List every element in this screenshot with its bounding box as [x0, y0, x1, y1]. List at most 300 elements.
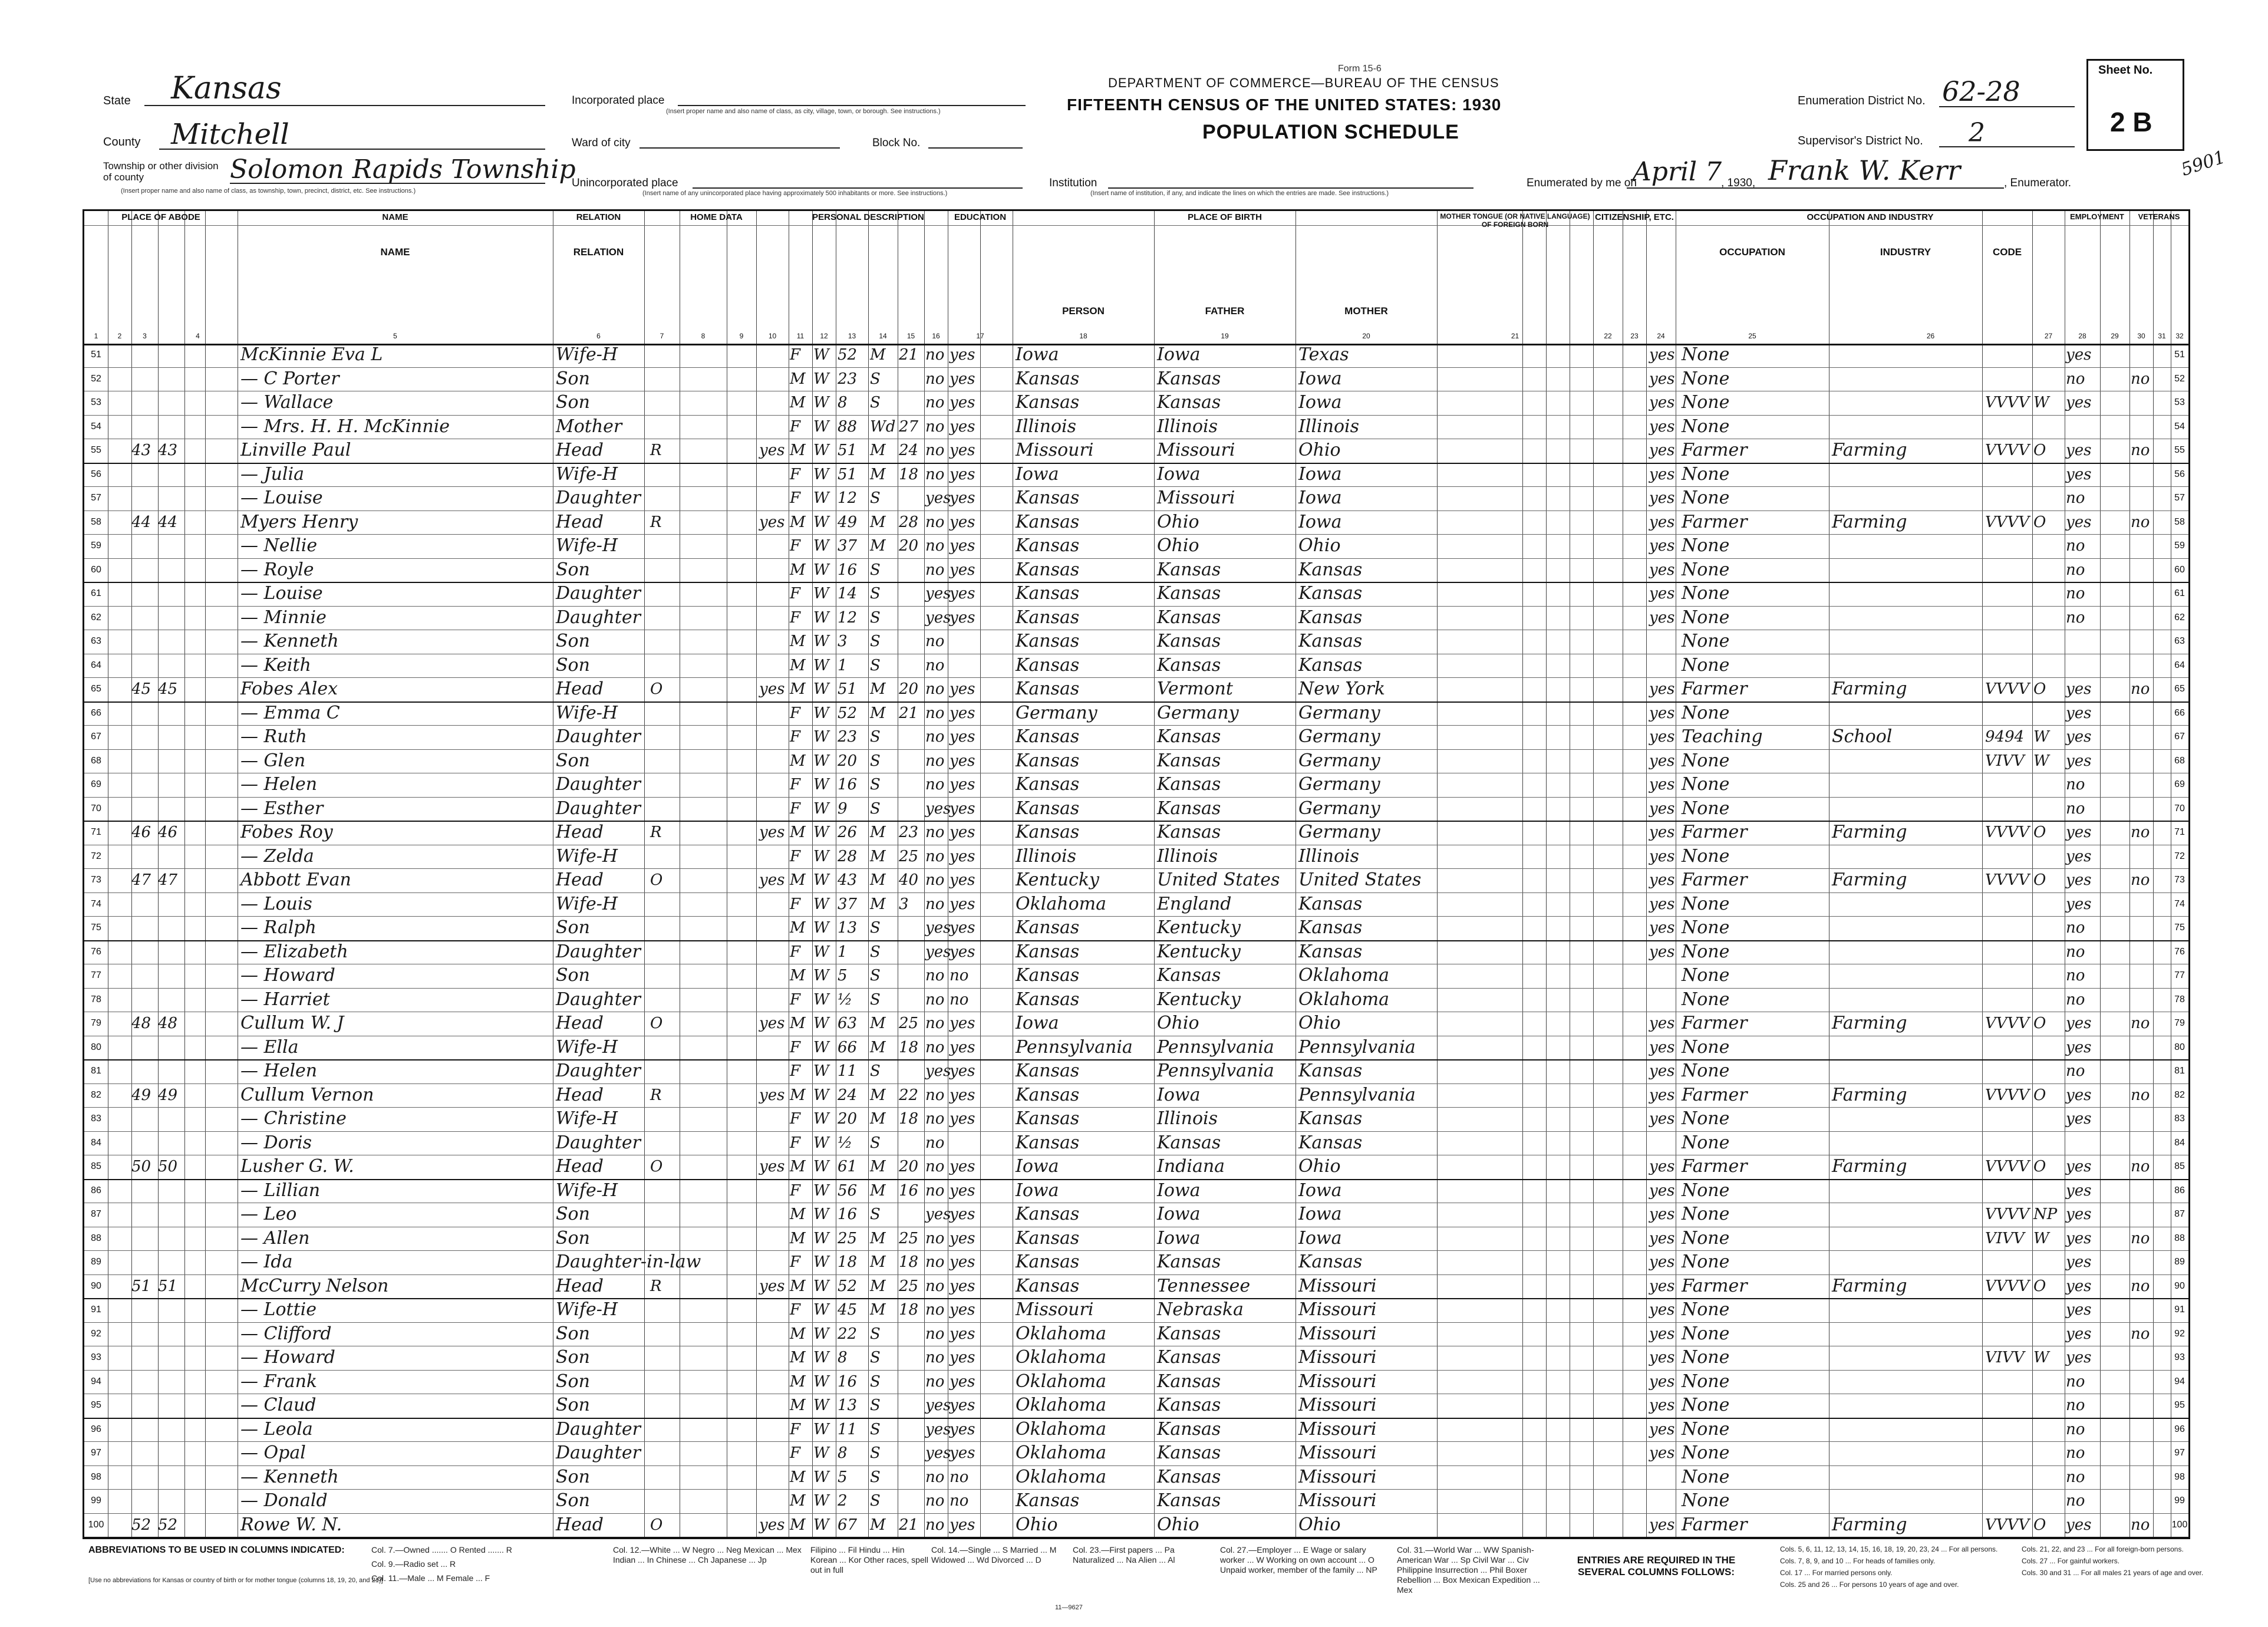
marital-status: S — [870, 585, 881, 602]
radio-set: yes — [759, 824, 785, 841]
can-read: yes — [950, 943, 975, 961]
occupation-code: VVVV — [1985, 824, 2030, 841]
birthplace: Oklahoma — [1016, 1371, 1106, 1392]
father-birthplace: Kansas — [1157, 1323, 1221, 1344]
father-birthplace: England — [1157, 893, 1232, 914]
marital-status: S — [870, 633, 881, 650]
occupation-code: VVVV — [1985, 680, 2030, 698]
age: 12 — [838, 608, 858, 627]
age: 52 — [838, 1277, 858, 1295]
person-name: — Opal — [240, 1442, 306, 1463]
sex: M — [790, 1015, 806, 1032]
relation: Son — [556, 1490, 590, 1511]
citizenship: yes — [1649, 919, 1675, 937]
occupation: None — [1682, 488, 1730, 508]
birthplace: Kansas — [1016, 392, 1080, 413]
at-work: yes — [2066, 1181, 2092, 1200]
industry: Farming — [1832, 870, 1907, 890]
race: W — [813, 1253, 829, 1271]
age-at-marriage: 21 — [899, 704, 919, 722]
mother-birthplace: Oklahoma — [1298, 965, 1389, 986]
occupation: None — [1682, 1036, 1730, 1058]
dwelling-number: 50 — [131, 1158, 151, 1175]
race: W — [813, 633, 829, 650]
class-of-worker: O — [2033, 1277, 2046, 1295]
school-attendance: no — [925, 967, 945, 984]
mother-birthplace: Kansas — [1298, 1108, 1363, 1129]
birthplace: Oklahoma — [1016, 1442, 1106, 1463]
school-attendance: no — [925, 895, 945, 913]
age: 8 — [838, 1444, 848, 1462]
relation: Wife-H — [556, 535, 618, 556]
school-attendance: no — [925, 1134, 945, 1152]
line-number-right: 75 — [2174, 923, 2185, 933]
class-of-worker: W — [2033, 1229, 2049, 1247]
citizenship: yes — [1649, 871, 1675, 889]
birthplace: Iowa — [1016, 1156, 1059, 1177]
occupation: None — [1682, 1180, 1730, 1201]
unincorporated-note: (Insert name of any unincorporated place having approximately 500 inhabitants or more. See instructions.) — [642, 190, 948, 197]
line-number: 52 — [91, 373, 101, 384]
age-at-marriage: 22 — [899, 1086, 919, 1104]
line-number-right: 94 — [2174, 1376, 2185, 1386]
line-number-right: 61 — [2174, 588, 2185, 598]
sex: F — [790, 585, 801, 602]
line-number-right: 60 — [2174, 564, 2185, 575]
race: W — [813, 417, 829, 436]
line-number: 62 — [91, 612, 101, 623]
dwelling-number: 46 — [131, 824, 151, 841]
occupation-code: VVVV — [1985, 1015, 2030, 1032]
marital-status: S — [870, 799, 881, 818]
can-read: yes — [950, 346, 975, 364]
at-work: no — [2066, 776, 2085, 793]
line-number-right: 65 — [2174, 684, 2185, 694]
occupation: None — [1682, 583, 1730, 604]
entries-a: Cols. 5, 6, 11, 12, 13, 14, 15, 16, 18, 19, 20, 23, 24 ... For all persons. — [1780, 1545, 1998, 1553]
person-name: — Clifford — [240, 1323, 332, 1344]
column-number: 4 — [196, 332, 200, 340]
mother-birthplace: Germany — [1298, 774, 1380, 795]
at-work: no — [2066, 489, 2085, 507]
age: 9 — [838, 799, 848, 818]
at-work: no — [2066, 370, 2085, 388]
occupation: None — [1682, 1347, 1730, 1368]
at-work: yes — [2066, 824, 2092, 841]
person-name: — Louise — [240, 488, 323, 508]
occupation: None — [1682, 750, 1730, 771]
marital-status: M — [870, 824, 886, 841]
table-row — [84, 845, 2188, 870]
birthplace: Kansas — [1016, 488, 1080, 508]
col-head-relation: RELATION — [573, 246, 624, 258]
person-name: — Zelda — [240, 845, 314, 867]
dwelling-number: 47 — [131, 871, 151, 889]
line-number-right: 64 — [2174, 660, 2185, 670]
person-name: — Minnie — [240, 607, 327, 628]
race: W — [813, 1372, 829, 1391]
at-work: yes — [2066, 1206, 2092, 1223]
occupation: Farmer — [1682, 822, 1748, 842]
can-read: yes — [950, 489, 975, 507]
birthplace: Germany — [1016, 702, 1097, 723]
age-at-marriage: 18 — [899, 1301, 919, 1319]
schedule-title: POPULATION SCHEDULE — [1202, 121, 1459, 143]
person-name: — Lillian — [240, 1180, 321, 1201]
can-read: yes — [950, 704, 975, 722]
line-number: 97 — [91, 1448, 101, 1458]
sex: M — [790, 442, 806, 459]
school-attendance: no — [925, 752, 945, 770]
school-attendance: yes — [925, 585, 951, 602]
home-owned: O — [650, 1516, 663, 1534]
column-number: 28 — [2078, 332, 2086, 340]
citizenship: yes — [1649, 824, 1675, 841]
citizenship: yes — [1649, 394, 1675, 411]
marital-status: M — [870, 1038, 886, 1056]
line-number: 80 — [91, 1042, 101, 1052]
occupation: None — [1682, 1323, 1730, 1344]
family-number: 49 — [158, 1086, 178, 1104]
citizenship: yes — [1649, 1062, 1675, 1080]
mother-birthplace: Kansas — [1298, 631, 1363, 651]
marital-status: S — [870, 656, 881, 674]
at-work: no — [2066, 967, 2085, 984]
table-row — [84, 559, 2188, 583]
school-attendance: no — [925, 1015, 945, 1032]
line-number: 63 — [91, 636, 101, 646]
school-attendance: no — [925, 537, 945, 555]
school-attendance: no — [925, 1229, 945, 1247]
occupation-code: VVVV — [1985, 442, 2030, 459]
sex: M — [790, 656, 806, 674]
birthplace: Kansas — [1016, 917, 1080, 938]
at-work: yes — [2066, 680, 2092, 698]
birthplace: Oklahoma — [1016, 1395, 1106, 1415]
can-read: yes — [950, 1062, 975, 1080]
person-name: — Julia — [240, 463, 304, 485]
age-at-marriage: 23 — [899, 824, 919, 841]
dwelling-number: 52 — [131, 1516, 151, 1534]
mother-birthplace: Texas — [1298, 344, 1349, 365]
birthplace: Kansas — [1016, 726, 1080, 747]
at-work: yes — [2066, 1038, 2092, 1056]
enumerator-signature: Frank W. Kerr — [1768, 154, 1961, 186]
occupation: None — [1682, 1442, 1730, 1463]
home-owned: O — [650, 1158, 663, 1175]
age-at-marriage: 16 — [899, 1181, 919, 1200]
citizenship: yes — [1649, 1015, 1675, 1032]
family-number: 46 — [158, 824, 178, 841]
birthplace: Kansas — [1016, 1275, 1080, 1296]
birthplace: Iowa — [1016, 1013, 1059, 1033]
birthplace: Kansas — [1016, 1204, 1080, 1224]
at-work: yes — [2066, 1158, 2092, 1175]
at-work: no — [2066, 1444, 2085, 1462]
home-owned: O — [650, 871, 663, 889]
mother-birthplace: Kansas — [1298, 1060, 1363, 1081]
birthplace: Kansas — [1016, 631, 1080, 651]
table-row — [84, 607, 2188, 631]
marital-status: M — [870, 1301, 886, 1319]
school-attendance: no — [925, 776, 945, 793]
person-name: — Kenneth — [240, 1466, 339, 1487]
relation: Wife-H — [556, 1036, 618, 1058]
table-row — [84, 989, 2188, 1013]
father-birthplace: Kansas — [1157, 1251, 1221, 1272]
marital-status: S — [870, 1325, 881, 1343]
sex: F — [790, 1038, 801, 1056]
relation: Head — [556, 1084, 604, 1105]
race: W — [813, 943, 829, 961]
marital-status: S — [870, 1206, 881, 1223]
age: 51 — [838, 465, 858, 483]
home-owned: R — [650, 824, 662, 841]
race: W — [813, 656, 829, 674]
table-row — [84, 654, 2188, 679]
col-head-occupation: OCCUPATION — [1719, 246, 1785, 258]
can-read: yes — [950, 370, 975, 388]
can-read: yes — [950, 1301, 975, 1319]
person-name: — Donald — [240, 1490, 328, 1511]
father-birthplace: Ohio — [1157, 1013, 1199, 1033]
race: W — [813, 871, 829, 889]
mother-birthplace: Germany — [1298, 750, 1380, 771]
family-number: 48 — [158, 1015, 178, 1032]
age: 51 — [838, 442, 858, 459]
line-number-right: 56 — [2174, 469, 2185, 479]
occupation: None — [1682, 774, 1730, 795]
marital-status: M — [870, 1110, 886, 1128]
age-at-marriage: 25 — [899, 847, 919, 865]
sex: M — [790, 1372, 806, 1391]
class-of-worker: O — [2033, 824, 2046, 841]
age: 63 — [838, 1015, 858, 1032]
occupation: Farmer — [1682, 1275, 1748, 1296]
table-row — [84, 1203, 2188, 1227]
age: 22 — [838, 1325, 858, 1343]
line-number: 53 — [91, 397, 101, 407]
school-attendance: no — [925, 513, 945, 531]
entries-d: Cols. 25 and 26 ... For persons 10 years of age and over. — [1780, 1580, 1959, 1589]
father-birthplace: Iowa — [1157, 1084, 1201, 1105]
occupation: None — [1682, 893, 1730, 914]
relation: Mother — [556, 416, 622, 437]
table-row — [84, 1323, 2188, 1347]
age-at-marriage: 20 — [899, 1158, 919, 1175]
table-row — [84, 1060, 2188, 1084]
mother-birthplace: Kansas — [1298, 917, 1363, 938]
age-at-marriage: 3 — [899, 895, 909, 913]
occupation: None — [1682, 1395, 1730, 1415]
class-of-worker: O — [2033, 1086, 2046, 1104]
column-number: 6 — [596, 332, 601, 340]
line-number-right: 73 — [2174, 875, 2185, 885]
mother-birthplace: Ohio — [1298, 1514, 1341, 1535]
line-number: 51 — [91, 350, 101, 360]
table-row — [84, 821, 2188, 845]
marital-status: M — [870, 1229, 886, 1247]
line-number: 69 — [91, 779, 101, 789]
at-work: yes — [2066, 728, 2092, 746]
at-work: yes — [2066, 1229, 2092, 1247]
person-name: Fobes Alex — [240, 679, 338, 699]
relation: Head — [556, 1013, 604, 1033]
school-attendance: no — [925, 370, 945, 388]
father-birthplace: Kansas — [1157, 392, 1221, 413]
can-read: yes — [950, 1206, 975, 1223]
incorporated-label: Incorporated place — [572, 94, 665, 107]
father-birthplace: Pennsylvania — [1157, 1060, 1274, 1081]
group-mother-tongue: MOTHER TONGUE (OR NATIVE LANGUAGE) OF FOREIGN BORN — [1440, 212, 1590, 229]
occupation: None — [1682, 989, 1730, 1010]
race: W — [813, 1325, 829, 1343]
school-attendance: yes — [925, 489, 951, 507]
line-number: 87 — [91, 1209, 101, 1219]
marital-status: S — [870, 608, 881, 627]
line-number: 71 — [91, 827, 101, 837]
veteran: no — [2131, 370, 2150, 388]
sex: M — [790, 1158, 806, 1175]
person-name: — Helen — [240, 774, 318, 795]
table-row — [84, 1466, 2188, 1490]
person-name: — Louise — [240, 583, 323, 604]
col-head-father: FATHER — [1205, 305, 1245, 317]
line-number-right: 95 — [2174, 1400, 2185, 1410]
can-read: yes — [950, 680, 975, 698]
school-attendance: no — [925, 1516, 945, 1534]
line-number: 99 — [91, 1496, 101, 1506]
can-read: yes — [950, 752, 975, 770]
occupation: None — [1682, 1466, 1730, 1487]
state-label: State — [103, 94, 131, 107]
line-number-right: 99 — [2174, 1496, 2185, 1506]
occupation-code: VIVV — [1985, 752, 2025, 770]
occupation: None — [1682, 392, 1730, 413]
father-birthplace: Iowa — [1157, 1227, 1201, 1249]
race: W — [813, 1181, 829, 1200]
race: W — [813, 1038, 829, 1056]
citizenship: yes — [1649, 585, 1675, 602]
line-number-right: 97 — [2174, 1448, 2185, 1458]
industry: Farming — [1832, 511, 1907, 532]
state-value: Kansas — [171, 71, 282, 106]
institution-label: Institution — [1049, 177, 1097, 189]
father-birthplace: Germany — [1157, 702, 1239, 723]
birthplace: Iowa — [1016, 463, 1059, 485]
age: 56 — [838, 1181, 858, 1200]
relation: Son — [556, 1323, 590, 1344]
at-work: yes — [2066, 465, 2092, 483]
can-read: yes — [950, 394, 975, 411]
birthplace: Kansas — [1016, 1132, 1080, 1153]
county-label: County — [103, 136, 141, 149]
print-mark: 11—9627 — [1055, 1604, 1083, 1611]
age-at-marriage: 20 — [899, 680, 919, 698]
marital-status: M — [870, 1015, 886, 1032]
column-number: 5 — [393, 332, 397, 340]
line-number-right: 98 — [2174, 1471, 2185, 1482]
line-number: 77 — [91, 970, 101, 980]
father-birthplace: Kansas — [1157, 1490, 1221, 1511]
sex: F — [790, 704, 801, 722]
birthplace: Kansas — [1016, 1108, 1080, 1129]
sex: F — [790, 1444, 801, 1462]
age: 28 — [838, 847, 858, 865]
relation: Daughter — [556, 1060, 641, 1081]
entries-g: Cols. 30 and 31 ... For all males 21 years of age and over. — [2022, 1569, 2204, 1577]
line-number: 72 — [91, 851, 101, 861]
family-number: 51 — [158, 1277, 178, 1295]
race: W — [813, 465, 829, 483]
block-label: Block No. — [872, 137, 921, 149]
occupation: None — [1682, 607, 1730, 628]
can-read: yes — [950, 537, 975, 555]
birthplace: Oklahoma — [1016, 1323, 1106, 1344]
table-row — [84, 750, 2188, 774]
table-row — [84, 1180, 2188, 1204]
sex: M — [790, 1492, 806, 1510]
occupation: Farmer — [1682, 511, 1748, 532]
enumerated-label: Enumerated by me on — [1527, 177, 1637, 189]
father-birthplace: Ohio — [1157, 1514, 1199, 1535]
race: W — [813, 967, 829, 984]
can-read: yes — [950, 561, 975, 579]
relation: Head — [556, 870, 604, 890]
citizenship: yes — [1649, 1397, 1675, 1414]
relation: Wife-H — [556, 702, 618, 723]
occupation: None — [1682, 798, 1730, 819]
occupation: None — [1682, 1108, 1730, 1129]
person-name: Cullum W. J — [240, 1013, 344, 1033]
school-attendance: no — [925, 1086, 945, 1104]
father-birthplace: Vermont — [1157, 679, 1233, 699]
school-attendance: yes — [925, 608, 951, 627]
father-birthplace: Pennsylvania — [1157, 1036, 1274, 1058]
age: 8 — [838, 1349, 848, 1366]
mother-birthplace: Illinois — [1298, 416, 1360, 437]
birthplace: Oklahoma — [1016, 893, 1106, 914]
mother-birthplace: Iowa — [1298, 1180, 1342, 1201]
father-birthplace: Kansas — [1157, 726, 1221, 747]
race: W — [813, 752, 829, 770]
family-number: 45 — [158, 680, 178, 698]
sex: F — [790, 465, 801, 483]
relation: Head — [556, 1275, 604, 1296]
race: W — [813, 1277, 829, 1295]
mother-birthplace: United States — [1298, 870, 1422, 890]
supervisor-district-value: 2 — [1969, 118, 1985, 148]
at-work: yes — [2066, 513, 2092, 531]
person-name: Myers Henry — [240, 511, 358, 532]
census-title: FIFTEENTH CENSUS OF THE UNITED STATES: 1930 — [1067, 95, 1502, 114]
at-work: yes — [2066, 1349, 2092, 1366]
can-read: yes — [950, 417, 975, 436]
age: 16 — [838, 1372, 858, 1391]
citizenship: yes — [1649, 346, 1675, 364]
industry: Farming — [1832, 1514, 1907, 1535]
line-number-right: 67 — [2174, 732, 2185, 742]
can-read: yes — [950, 1253, 975, 1271]
line-number: 67 — [91, 732, 101, 742]
mother-birthplace: Kansas — [1298, 941, 1363, 962]
person-name: — Christine — [240, 1108, 347, 1129]
person-name: Linville Paul — [240, 440, 351, 460]
age-at-marriage: 25 — [899, 1015, 919, 1032]
citizenship: yes — [1649, 442, 1675, 459]
line-number-right: 90 — [2174, 1280, 2185, 1291]
person-name: — Claud — [240, 1395, 317, 1415]
